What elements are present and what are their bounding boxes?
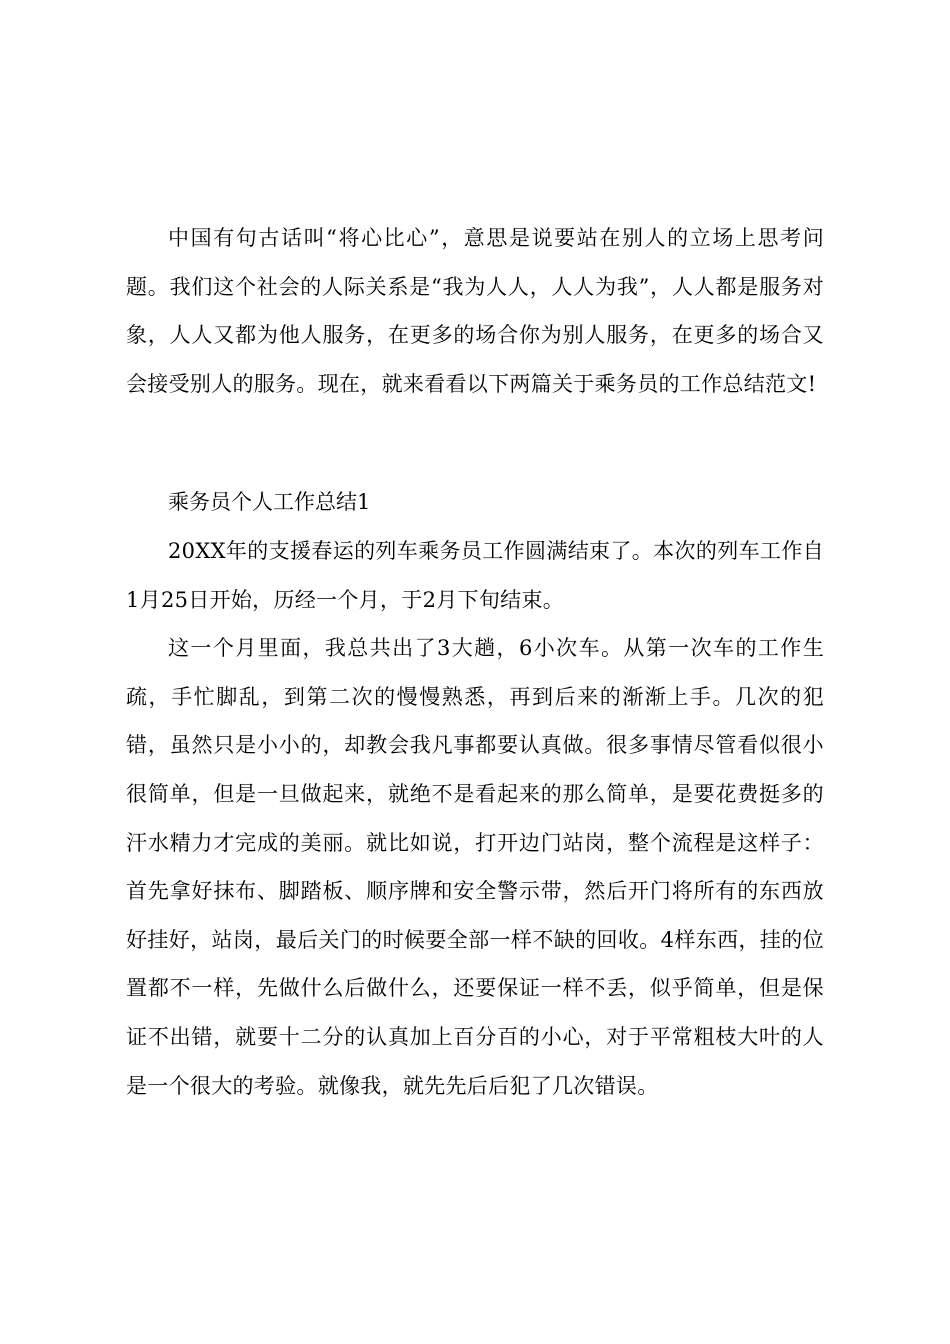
body-paragraph-1: 20XX年的支援春运的列车乘务员工作圆满结束了。本次的列车工作自1月25日开始，历经一个月，于2月下旬结束。	[126, 538, 824, 612]
intro-paragraph: 中国有句古话叫“将心比心”，意思是说要站在别人的立场上思考问题。我们这个社会的人际关系是“我为人人，人人为我”，人人都是服务对象，人人又都为他人服务，在更多的场合你为别人服务，在更多的场合又会接受别人的服务。现在，就来看看以下两篇关于乘务员的工作总结范文!	[126, 226, 824, 396]
body-paragraph-2: 这一个月里面，我总共出了3大趟，6小次车。从第一次车的工作生疏，手忙脚乱，到第二次的慢慢熟悉，再到后来的渐渐上手。几次的犯错，虽然只是小小的，却教会我凡事都要认真做。很多事情尽管看似很小很简单，但是一旦做起来，就绝不是看起来的那么简单，是要花费挺多的汗水精力才完成的美丽。就比如说，打开边门站岗，整个流程是这样子：首先拿好抹布、脚踏板、顺序牌和安全警示带，然后开门将所有的东西放好挂好，站岗，最后关门的时候要全部一样不缺的回收。4样东西，挂的位置都不一样，先做什么后做什么，还要保证一样不丢，似乎简单，但是保证不出错，就要十二分的认真加上百分百的小心，对于平常粗枝大叶的人是一个很大的考验。就像我，就先先后后犯了几次错误。	[126, 636, 824, 1098]
document-page	[126, 214, 824, 1110]
section-gap	[126, 408, 824, 478]
section-title: 乘务员个人工作总结1	[168, 490, 371, 515]
